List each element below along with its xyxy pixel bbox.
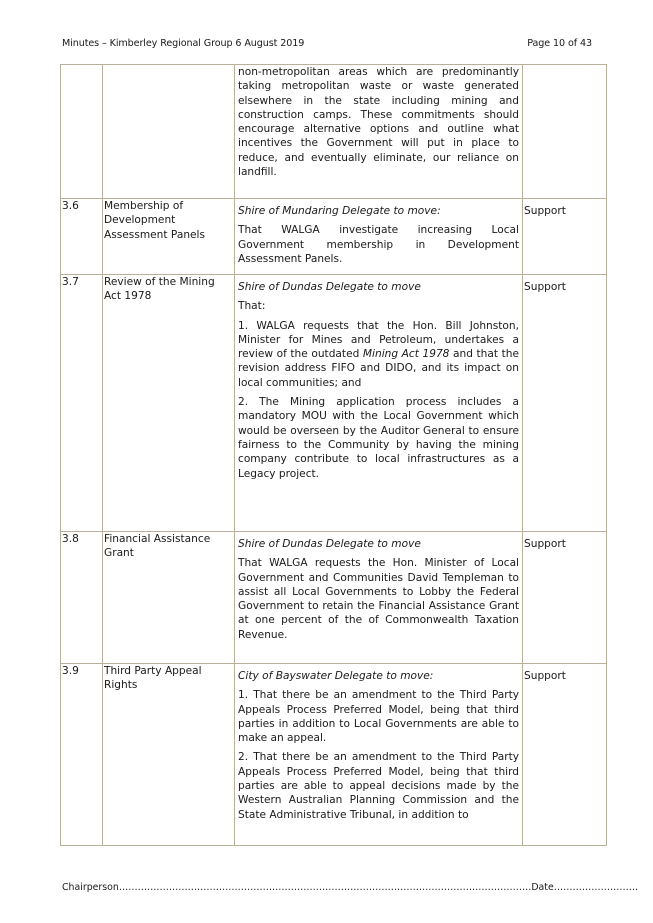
- item-title: Review of the Mining Act 1978: [103, 275, 235, 532]
- resolution: [523, 65, 607, 199]
- page-header: [62, 38, 592, 52]
- item-title: Financial Assistance Grant: [103, 532, 235, 664]
- page-number: Page 10 of 43: [527, 38, 592, 49]
- item-title: Third Party Appeal Rights: [103, 664, 235, 846]
- mover: City of Bayswater Delegate to move:: [238, 670, 434, 682]
- mover: Shire of Mundaring Delegate to move:: [238, 205, 441, 217]
- document-title: Minutes – Kimberley Regional Group 6 August 2019: [62, 38, 305, 49]
- resolution: Support: [523, 199, 607, 275]
- mover: Shire of Dundas Delegate to move: [238, 281, 421, 293]
- table-row: [61, 65, 607, 199]
- item-number: 3.8: [61, 532, 103, 664]
- motion-paragraph: 1. That there be an amendment to the Third Party Appeals Process Preferred Model, being that third parties in addition to Local Governments are able to make an appeal.: [238, 689, 519, 745]
- motion-text: [235, 532, 523, 664]
- mover: Shire of Dundas Delegate to move: [238, 538, 421, 550]
- item-title: [103, 65, 235, 199]
- motion-paragraph: That:: [238, 300, 266, 313]
- item-number: 3.7: [61, 275, 103, 532]
- motion-text: [235, 275, 523, 532]
- motion-paragraph: 2. The Mining application process includes a mandatory MOU with the Local Government which would be overseen by the Auditor General to ensure fairness to the Community by having the mining company contribute to local infrastructures as a Legacy project.: [238, 396, 519, 480]
- motion-paragraph: 2. That there be an amendment to the Third Party Appeals Process Preferred Model, being that third parties are able to appeal decisions made by the Western Australian Planning Commission and the State Administrative Tribunal, in addition to: [238, 751, 519, 821]
- table-row: [61, 532, 607, 664]
- motion-paragraph: 1. WALGA requests that the Hon. Bill Johnston, Minister for Mines and Petroleum, undertakes a review of the outdated Mining Act 1978 and that the revision address FIFO and DIDO, and its impact on local communities; and: [238, 319, 519, 389]
- item-number: 3.6: [61, 199, 103, 275]
- resolution: Support: [523, 275, 607, 532]
- motion-text: [235, 199, 523, 275]
- signature-footer: Chairperson……………………………………………………………………………………………………………………Date………………………: [62, 882, 639, 893]
- motion-text: [235, 65, 523, 199]
- table-row: [61, 664, 607, 846]
- table-row: [61, 275, 607, 532]
- resolution: Support: [523, 664, 607, 846]
- resolution: Support: [523, 532, 607, 664]
- motion-paragraph: That WALGA investigate increasing Local Government membership in Development Assessment Panels.: [238, 224, 519, 265]
- motions-table: [60, 64, 607, 846]
- table-row: [61, 199, 607, 275]
- item-number: 3.9: [61, 664, 103, 846]
- motion-paragraph: That WALGA requests the Hon. Minister of Local Government and Communities David Templeman to assist all Local Governments to Lobby the Federal Government to retain the Financial Assistance Grant at one percent of the of Commonwealth Taxation Revenue.: [238, 557, 519, 641]
- act-name: Mining Act 1978: [362, 348, 450, 361]
- motion-text: [235, 664, 523, 846]
- item-title: Membership of Development Assessment Panels: [103, 199, 235, 275]
- item-number: [61, 65, 103, 199]
- motion-paragraph: non-metropolitan areas which are predominantly taking metropolitan waste or waste generated elsewhere in the state including mining and construction camps. These commitments should encourage alternative options and outline what incentives the Government will put in place to reduce, and eventually eliminate, our reliance on landfill.: [238, 66, 519, 179]
